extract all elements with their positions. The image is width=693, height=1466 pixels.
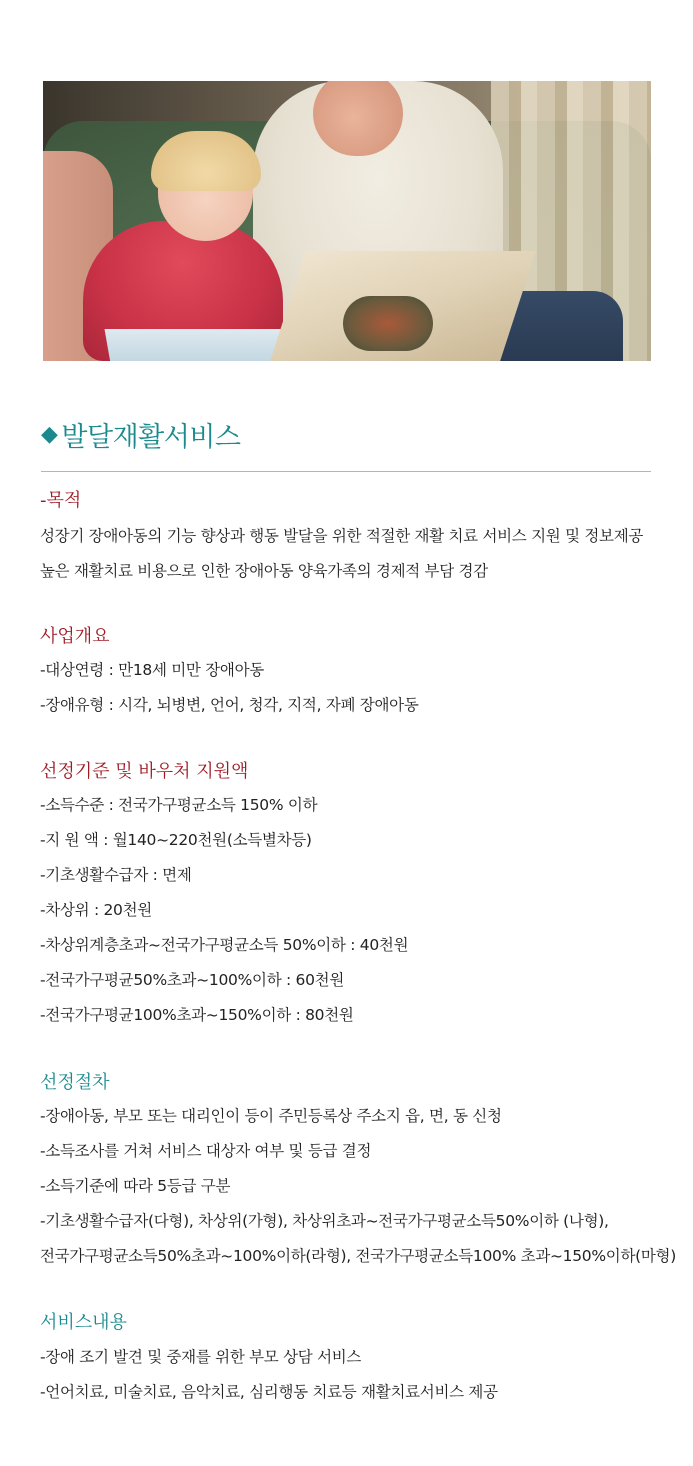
page-title-text: 발달재활서비스 [61,422,241,453]
criteria-line: -차상위 : 20천원 [40,901,152,919]
section-heading-services: 서비스내용 [40,1312,127,1333]
criteria-line: -소득수준 : 전국가구평균소득 150% 이하 [40,796,318,814]
title-divider [41,471,651,472]
overview-line: -대상연령 : 만18세 미만 장애아동 [40,661,264,679]
section-heading-procedure: 선정절차 [40,1072,110,1093]
purpose-line: 성장기 장애아동의 기능 향상과 행동 발달을 위한 적절한 재활 치료 서비스 지원 및 정보제공 [40,527,644,545]
criteria-line: -전국가구평균100%초과~150%이하 : 80천원 [40,1006,354,1024]
section-heading-criteria: 선정기준 및 바우처 지원액 [40,761,249,782]
services-line: -언어치료, 미술치료, 음악치료, 심리행동 치료등 재활치료서비스 제공 [40,1383,498,1401]
procedure-line: -소득조사를 거쳐 서비스 대상자 여부 및 등급 결정 [40,1142,372,1160]
purpose-line: 높은 재활치료 비용으로 인한 장애아동 양육가족의 경제적 부담 경감 [40,562,488,580]
criteria-line: -지 원 액 : 월140~220천원(소득별차등) [40,831,312,849]
diamond-icon: ◆ [41,422,58,447]
procedure-line: -소득기준에 따라 5등급 구분 [40,1177,231,1195]
services-line: -장애 조기 발견 및 중재를 위한 부모 상담 서비스 [40,1348,362,1366]
criteria-line: -전국가구평균50%초과~100%이하 : 60천원 [40,971,345,989]
criteria-line: -차상위계층초과~전국가구평균소득 50%이하 : 40천원 [40,936,409,954]
banner-photo [43,81,651,361]
criteria-line: -기초생활수급자 : 면제 [40,866,192,884]
procedure-line: 전국가구평균소득50%초과~100%이하(라형), 전국가구평균소득100% 초과~150%이하(마형) [40,1247,676,1265]
procedure-line: -기초생활수급자(다형), 차상위(가형), 차상위초과~전국가구평균소득50%이하 (나형), [40,1212,609,1230]
procedure-line: -장애아동, 부모 또는 대리인이 등이 주민등록상 주소지 읍, 면, 동 신청 [40,1107,502,1125]
section-heading-overview: 사업개요 [40,626,110,647]
section-heading-purpose: -목적 [40,490,82,511]
overview-line: -장애유형 : 시각, 뇌병변, 언어, 청각, 지적, 자폐 장애아동 [40,696,419,714]
page-title [41,415,241,454]
